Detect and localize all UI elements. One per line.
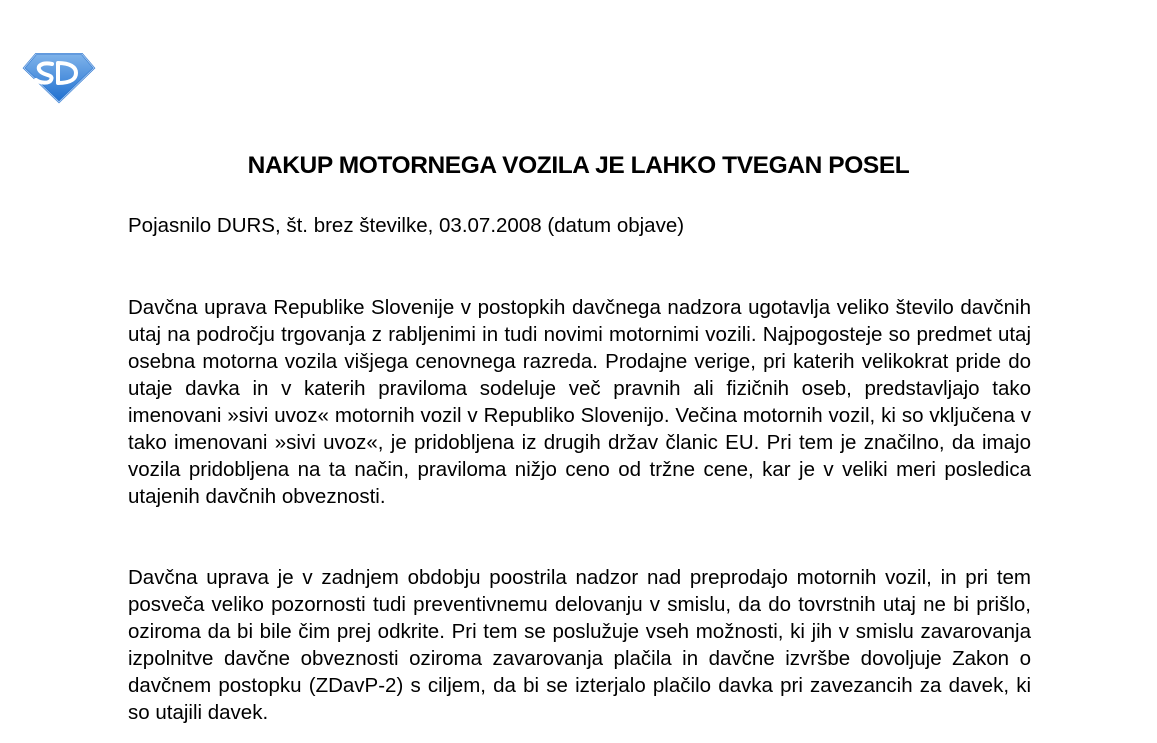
document-subtitle: Pojasnilo DURS, št. brez številke, 03.07.2008 (datum objave) xyxy=(128,214,685,237)
body-paragraph: Davčna uprava Republike Slovenije v postopkih davčnega nadzora ugotavlja veliko število davčnih utaj na področju trgovanja z rabljenimi in tudi novimi motornimi vozili. Najpogosteje so predmet utaj osebna motorna vozila višjega cenovnega razreda. Prodajne verige, pri katerih velikokrat pride do utaje davka in v katerih praviloma sodeluje več pravnih ali fizičnih oseb, predstavljajo tako imenovani »sivi uvoz« motornih vozil v Republiko Slovenijo. Večina motornih vozil, ki so vključena v tako imenovani »sivi uvoz«, je pridobljena iz drugih držav članic EU. Pri tem je značilno, da imajo vozila pridobljena na ta način, praviloma nižjo ceno od tržne cene, kar je v veliki meri posledica utajenih davčnih obveznosti. xyxy=(128,296,1031,508)
body-paragraph: Davčna uprava je v zadnjem obdobju poostrila nadzor nad preprodajo motornih vozil, in pri tem posveča veliko pozornosti tudi preventivnemu delovanju v smislu, da do tovrstnih utaj ne bi prišlo, oziroma da bi bile čim prej odkrite. Pri tem se poslužuje vseh možnosti, ki jih v smislu zavarovanja izpolnitve davčne obveznosti oziroma zavarovanja plačila in davčne izvršbe dovoljuje Zakon o davčnem postopku (ZDavP-2) s ciljem, da bi se izterjalo plačilo davka pri zavezancih za davek, ki so utajili davek. xyxy=(128,566,1031,724)
document-title: NAKUP MOTORNEGA VOZILA JE LAHKO TVEGAN POSEL xyxy=(247,152,910,179)
logo-icon xyxy=(22,50,96,104)
